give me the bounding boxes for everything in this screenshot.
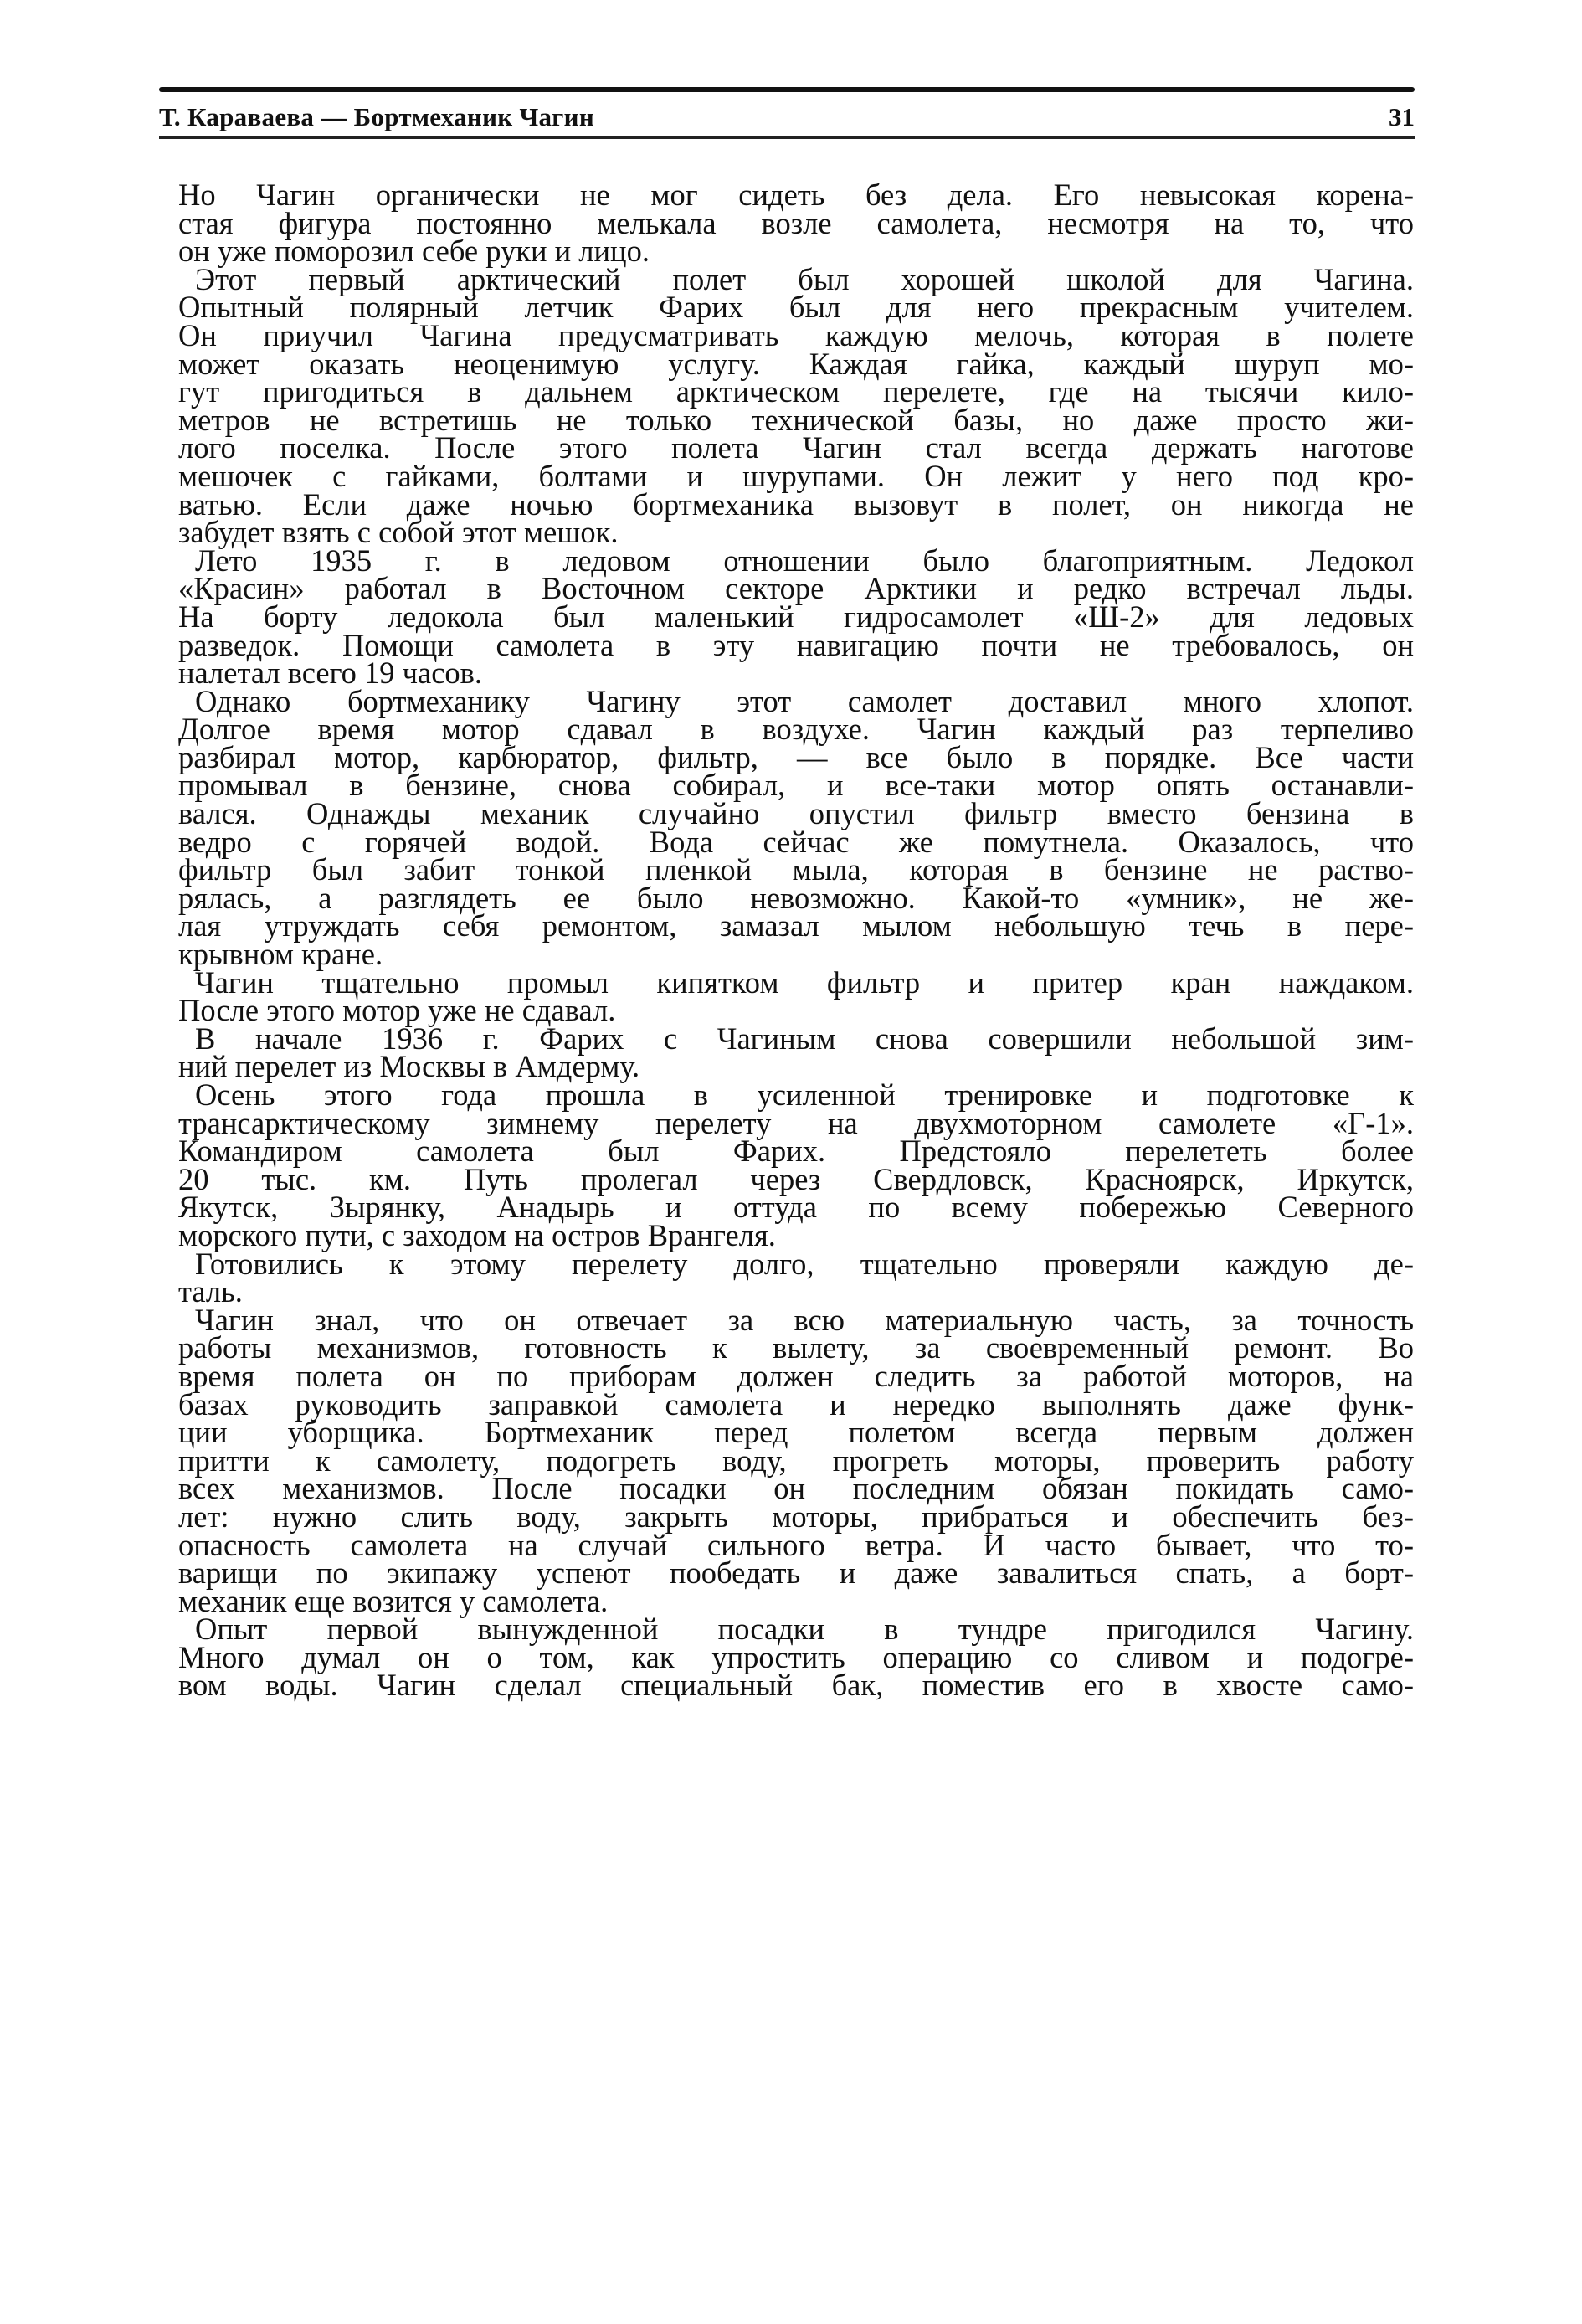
text-line: время полета он по приборам должен следить за работой моторов, на [178, 1358, 1414, 1393]
text-line: гут пригодиться в дальнем арктическом перелете, где на тысячи кило- [178, 374, 1414, 409]
text-line: может оказать неоценимую услугу. Каждая гайка, каждый шуруп мо- [178, 346, 1414, 381]
text-line: варищи по экипажу успеют пообедать и даже завалиться спать, а борт- [178, 1555, 1414, 1591]
text-line: На борту ледокола был маленький гидросамолет «Ш-2» для ледовых [178, 599, 1414, 634]
text-line: рялась, а разглядеть ее было невозможно. Какой-то «умник», не же- [178, 880, 1414, 915]
text-line: морского пути, с заходом на остров Врангеля. [178, 1217, 776, 1252]
text-line: разбирал мотор, карбюратор, фильтр, — все было в порядке. Все части [178, 739, 1414, 774]
text-line: метров не встретишь не только технической базы, но даже просто жи- [178, 402, 1414, 437]
text-line: Но Чагин органически не мог сидеть без дела. Его невысокая корена- [178, 177, 1414, 212]
text-line: забудет взять с собой этот мешок. [178, 515, 619, 550]
text-line: Чагин тщательно промыл кипятком фильтр и притер кран наждаком. [195, 964, 1414, 1000]
text-line: лая утруждать себя ремонтом, замазал мылом небольшую течь в пере- [178, 908, 1414, 943]
text-line: лого поселка. После этого полета Чагин стал всегда держать наготове [178, 430, 1414, 465]
running-header [159, 99, 1415, 136]
text-line: После этого мотор уже не сдавал. [178, 993, 616, 1028]
text-line: Лето 1935 г. в ледовом отношении было благоприятным. Ледокол [195, 542, 1414, 578]
text-line: он уже поморозил себе руки и лицо. [178, 234, 650, 269]
text-line: Чагин знал, что он отвечает за всю материальную часть, за точность [195, 1302, 1414, 1337]
text-line: налетал всего 19 часов. [178, 656, 483, 691]
text-line: Опытный полярный летчик Фарих был для него прекрасным учителем. [178, 290, 1414, 325]
text-line: промывал в бензине, снова собирал, и все-таки мотор опять останавли- [178, 768, 1414, 803]
text-line: крывном кране. [178, 937, 383, 972]
text-line: мешочек с гайками, болтами и шурупами. Он лежит у него под кро- [178, 458, 1414, 493]
text-line: разведок. Помощи самолета в эту навигацию почти не требовалось, он [178, 627, 1414, 662]
text-line: лет: нужно слить воду, закрыть моторы, прибраться и обеспечить без- [178, 1499, 1414, 1534]
text-line: Однако бортмеханику Чагину этот самолет доставил много хлопот. [195, 683, 1414, 718]
text-line: опасность самолета на случай сильного ветра. И часто бывает, что то- [178, 1527, 1414, 1562]
text-line: Готовились к этому перелету долго, тщательно проверяли каждую де- [195, 1246, 1414, 1281]
text-line: «Красин» работал в Восточном секторе Арктики и редко встречал льды. [178, 571, 1414, 606]
text-line: Этот первый арктический полет был хорошей школой для Чагина. [195, 261, 1414, 296]
text-line: ции уборщика. Бортмеханик перед полетом всегда первым должен [178, 1415, 1414, 1450]
text-line: вом воды. Чагин сделал специальный бак, поместив его в хвосте само- [178, 1668, 1414, 1703]
text-line: В начале 1936 г. Фарих с Чагиным снова совершили небольшой зим- [195, 1021, 1414, 1056]
text-line: Он приучил Чагина предусматривать каждую мелочь, которая в полете [178, 317, 1414, 352]
header-top-rule [159, 87, 1415, 92]
text-line: базах руководить заправкой самолета и нередко выполнять даже функ- [178, 1386, 1414, 1422]
text-line: 20 тыс. км. Путь пролегал через Свердловск, Красноярск, Иркутск, [178, 1161, 1414, 1196]
text-line: таль. [178, 1274, 243, 1309]
text-line: Много думал он о том, как упростить операцию со сливом и подогре- [178, 1639, 1414, 1674]
page-number: 31 [1389, 102, 1415, 131]
text-line: всех механизмов. После посадки он последним обязан покидать само- [178, 1471, 1414, 1506]
header-bottom-rule [159, 136, 1415, 139]
body-text [178, 177, 1414, 1703]
text-line: ведро с горячей водой. Вода сейчас же помутнела. Оказалось, что [178, 824, 1414, 859]
text-line: Долгое время мотор сдавал в воздухе. Чагин каждый раз терпеливо [178, 712, 1414, 747]
text-line: притти к самолету, подогреть воду, прогреть моторы, проверить работу [178, 1442, 1414, 1478]
text-line: стая фигура постоянно мелькала возле самолета, несмотря на то, что [178, 205, 1414, 240]
running-title: Т. Караваева — Бортмеханик Чагин [159, 102, 595, 131]
text-line: Опыт первой вынужденной посадки в тундре пригодился Чагину. [195, 1612, 1414, 1647]
text-line: вался. Однажды механик случайно опустил фильтр вместо бензина в [178, 796, 1414, 831]
text-line: фильтр был забит тонкой пленкой мыла, которая в бензине не раство- [178, 852, 1414, 887]
text-line: ний перелет из Москвы в Амдерму. [178, 1049, 640, 1084]
text-line: Командиром самолета был Фарих. Предстояло перелететь более [178, 1134, 1414, 1169]
text-line: ватью. Если даже ночью бортмеханика вызовут в полет, он никогда не [178, 486, 1414, 522]
text-line: трансарктическому зимнему перелету на двухмоторном самолете «Г-1». [178, 1105, 1414, 1140]
text-line: Якутск, Зырянку, Анадырь и оттуда по всему побережью Северного [178, 1190, 1414, 1225]
text-line: работы механизмов, готовность к вылету, за своевременный ремонт. Во [178, 1330, 1414, 1365]
text-line: механик еще возится у самолета. [178, 1583, 609, 1618]
text-line: Осень этого года прошла в усиленной тренировке и подготовке к [195, 1077, 1414, 1112]
